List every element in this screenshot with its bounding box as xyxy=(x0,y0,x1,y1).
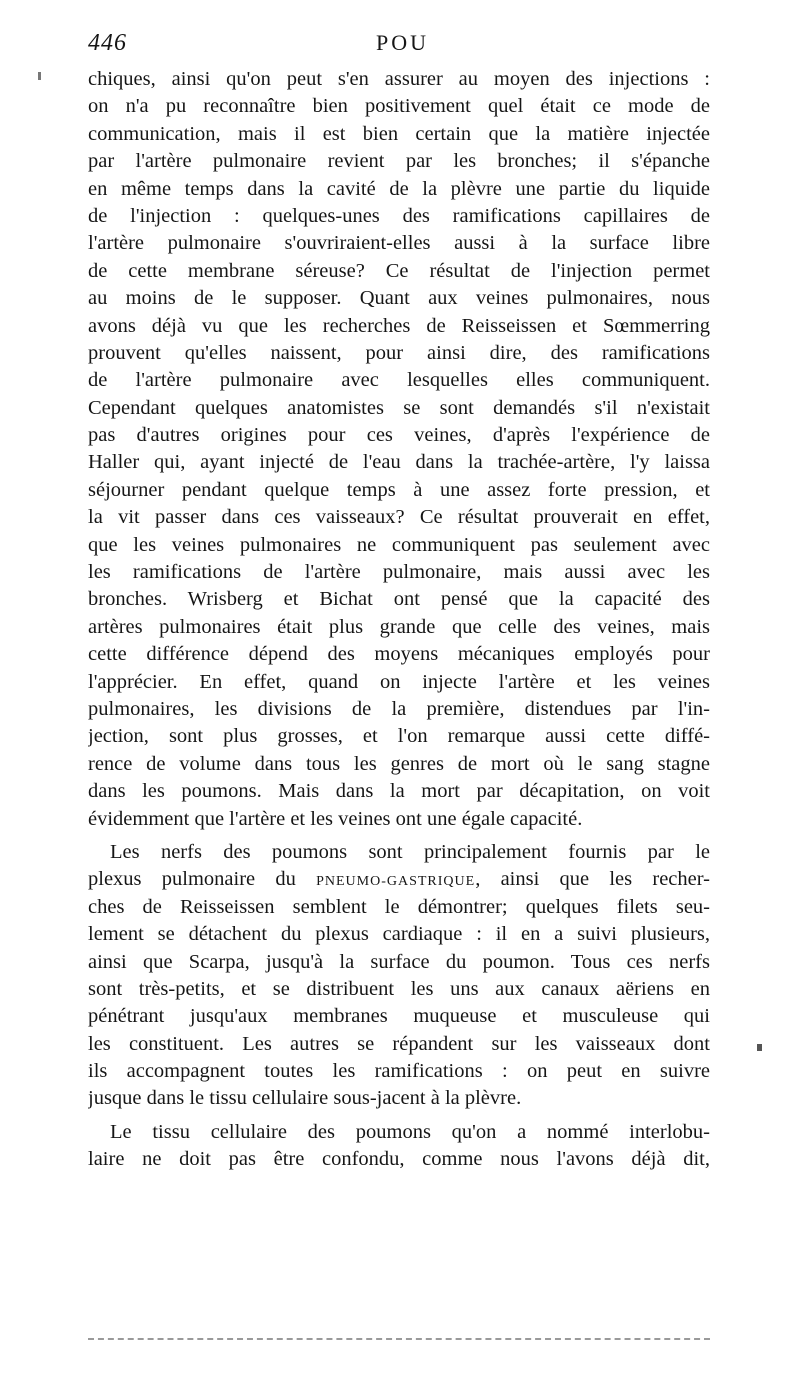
text-line: au moins de le supposer. Quant aux veines pulmonaires, nous xyxy=(88,287,710,310)
text-line: les constituent. Les autres se répandent sur les vaisseaux dont xyxy=(88,1032,710,1055)
text-line: jusque dans le tissu cellulaire sous-jacent à la plèvre. xyxy=(88,1087,522,1110)
text-line: laire ne doit pas être confondu, comme nous l'avons déjà dit, xyxy=(88,1148,710,1171)
text-line: par l'artère pulmonaire revient par les bronches; il s'épanche xyxy=(88,150,710,173)
text-line: pas d'autres origines pour ces veines, d'après l'expérience de xyxy=(88,424,710,447)
page-number: 446 xyxy=(88,30,127,56)
text-line: lement se détachent du plexus cardiaque : il en a suivi plusieurs, xyxy=(88,923,710,946)
running-head: POU xyxy=(376,30,430,55)
text-line: Cependant quelques anatomistes se sont demandés s'il n'existait xyxy=(88,396,710,419)
text-line: ils accompagnent toutes les ramifications : on peut en suivre xyxy=(88,1060,710,1083)
text-line: de l'injection : quelques-unes des ramifications capillaires de xyxy=(88,204,710,227)
text-line: dans les poumons. Mais dans la mort par décapitation, on voit xyxy=(88,780,710,803)
text-line: ches de Reisseissen semblent le démontrer; quelques filets seu- xyxy=(88,895,710,918)
text-line: on n'a pu reconnaître bien positivement quel était ce mode de xyxy=(88,95,710,118)
text-line: Le tissu cellulaire des poumons qu'on a nommé interlobu- xyxy=(110,1120,710,1143)
margin-speck xyxy=(757,1044,762,1051)
text-line: jection, sont plus grosses, et l'on remarque aussi cette diffé- xyxy=(88,725,710,748)
text-line: artères pulmonaires était plus grande que celle des veines, mais xyxy=(88,615,710,638)
text-line: la vit passer dans ces vaisseaux? Ce résultat prouverait en effet, xyxy=(88,506,710,529)
text-line: séjourner pendant quelque temps à une assez forte pression, et xyxy=(88,478,710,501)
text-line: chiques, ainsi qu'on peut s'en assurer au moyen des injections : xyxy=(88,68,710,90)
margin-speck xyxy=(38,72,41,80)
text-line: bronches. Wrisberg et Bichat ont pensé que la capacité des xyxy=(88,588,710,611)
text-line: l'artère pulmonaire s'ouvriraient-elles aussi à la surface libre xyxy=(88,232,710,255)
text-line: pénétrant jusqu'aux membranes muqueuse et musculeuse qui xyxy=(88,1005,710,1028)
text-line: pulmonaires, les divisions de la première, distendues par l'in- xyxy=(88,697,710,720)
text-line: de cette membrane séreuse? Ce résultat de l'injection permet xyxy=(88,259,710,282)
footer-rule xyxy=(88,1338,710,1340)
text-fragment: , ainsi que les recher- xyxy=(475,868,710,891)
text-line: Les nerfs des poumons sont principalement fournis par le xyxy=(110,840,710,863)
text-line: avons déjà vu que les recherches de Reisseissen et Sœmmerring xyxy=(88,314,710,337)
text-line: évidemment que l'artère et les veines ont une égale capacité. xyxy=(88,807,583,830)
text-line: cette différence dépend des moyens mécaniques employés pour xyxy=(88,643,710,666)
text-line: l'apprécier. En effet, quand on injecte l'artère et les veines xyxy=(88,670,710,693)
text-line: de l'artère pulmonaire avec lesquelles elles communiquent. xyxy=(88,369,710,392)
body-text xyxy=(88,66,710,1174)
text-line: Haller qui, ayant injecté de l'eau dans la trachée-artère, l'y laissa xyxy=(88,451,710,474)
text-line: prouvent qu'elles naissent, pour ainsi dire, des ramifications xyxy=(88,341,710,364)
text-fragment: plexus pulmonaire du xyxy=(88,868,317,891)
text-line-with-small-caps xyxy=(88,866,710,893)
page-header xyxy=(88,30,710,60)
small-caps-term: PNEUMO-GASTRIQUE xyxy=(316,874,476,890)
text-line: sont très-petits, et se distribuent les uns aux canaux aëriens en xyxy=(88,977,710,1000)
text-line: les ramifications de l'artère pulmonaire, mais aussi avec les xyxy=(88,561,710,584)
text-line: ainsi que Scarpa, jusqu'à la surface du poumon. Tous ces nerfs xyxy=(88,950,710,973)
text-line: communication, mais il est bien certain que la matière injectée xyxy=(88,122,710,145)
text-line: en même temps dans la cavité de la plèvre une partie du liquide xyxy=(88,177,710,200)
text-line: rence de volume dans tous les genres de mort où le sang stagne xyxy=(88,752,710,775)
text-line: que les veines pulmonaires ne communiquent pas seulement avec xyxy=(88,533,710,556)
